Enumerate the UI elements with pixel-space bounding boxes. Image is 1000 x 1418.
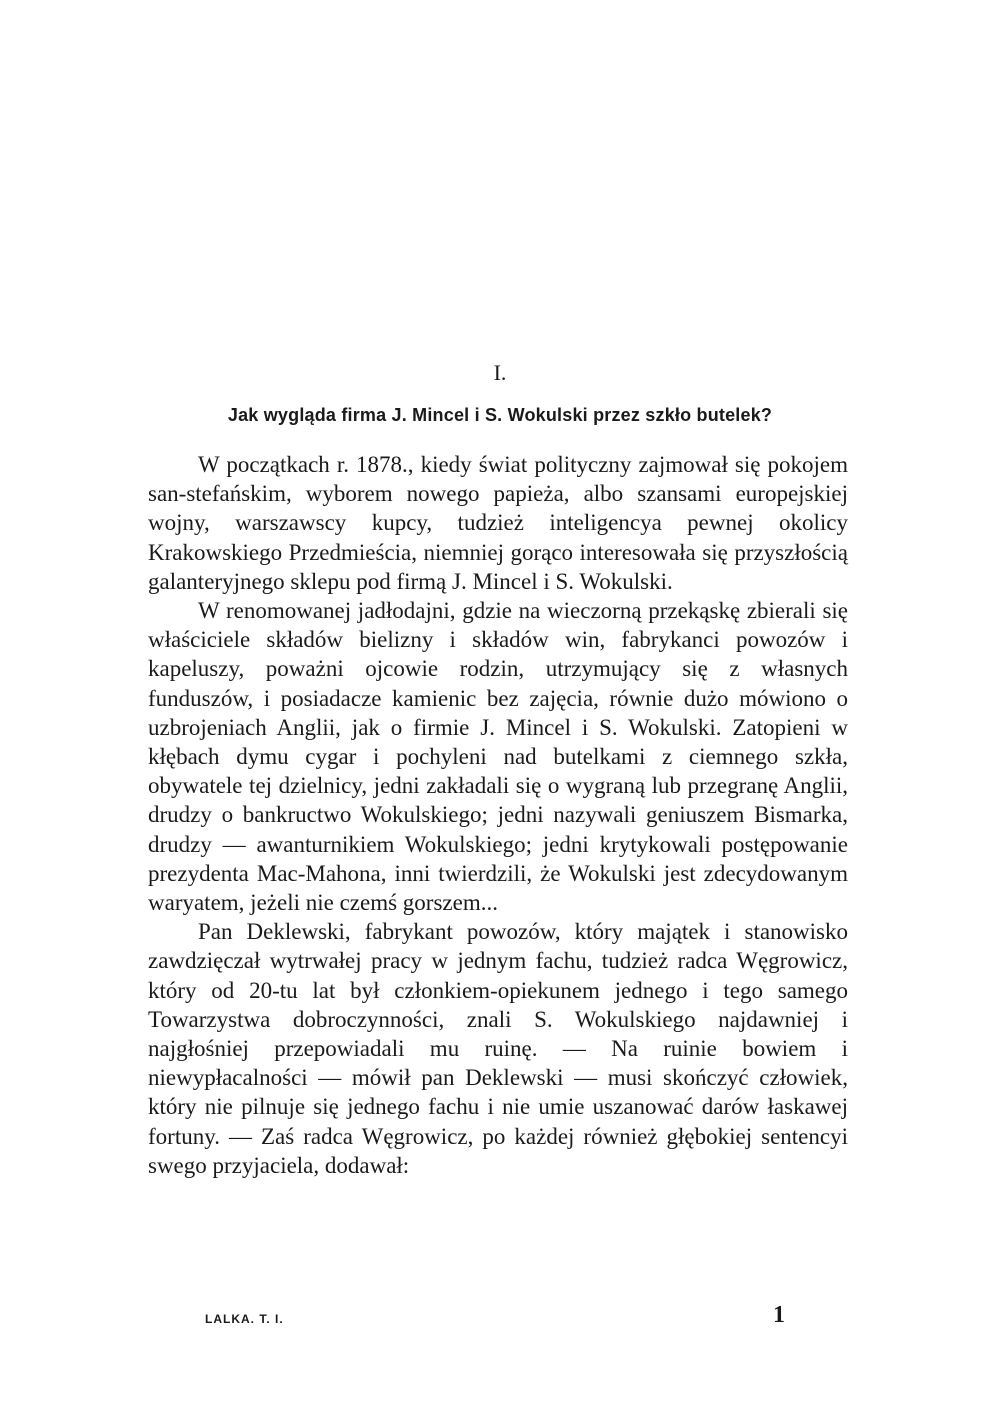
paragraph: Pan Deklewski, fabrykant powozów, który majątek i stanowisko zawdzięczał wytrwałej pracy w jednym fachu, tudzież radca Węgrowicz, który od 20-tu lat był członkiem-opiekunem jednego i tego samego Towarzystwa dobroczynności, znali S. Wokulskiego najdawniej i najgłośniej przepowiadali mu ruinę. — Na ruinie bowiem i niewypłacalności — mówił pan Deklewski — musi skończyć człowiek, który nie pilnuje się jednego fachu i nie umie uszanować darów łaskawej fortuny. — Zaś radca Węgrowicz, po każdej również głębokiej sentencyi swego przyjaciela, dodawał:	[148, 919, 848, 1178]
chapter-title: Jak wygląda firma J. Mincel i S. Wokulski przez szkło butelek?	[227, 405, 773, 425]
paragraph: W początkach r. 1878., kiedy świat polityczny zajmował się pokojem san-stefańskim, wyborem nowego papieża, albo szansami europejskiej wojny, warszawscy kupcy, tudzież inteligencya pewnej okolicy Krakowskiego Przedmieścia, niemniej gorąco interesowała się przyszłością galanteryjnego sklepu pod firmą J. Mincel i S. Wokulski.	[148, 452, 848, 594]
paragraph: W renomowanej jadłodajni, gdzie na wieczorną przekąskę zbierali się właściciele składów bielizny i składów win, fabrykanci powozów i kapeluszy, poważni ojcowie rodzin, utrzymujący się z własnych funduszów, i posiadacze kamienic bez zajęcia, równie dużo mówiono o uzbrojeniach Anglii, jak o firmie J. Mincel i S. Wokulski. Zatopieni w kłębach dymu cygar i pochyleni nad butelkami z ciemnego szkła, obywatele tej dzielnicy, jedni zakładali się o wygraną lub przegranę Anglii, drudzy o bankructwo Wokulskiego; jedni nazywali geniuszem Bismarka, drudzy — awanturnikiem Wokulskiego; jedni krytykowali postępowanie prezydenta Mac-Mahona, inni twierdzili, że Wokulski jest zdecydowanym waryatem, jeżeli nie czemś gorszem...	[148, 598, 848, 916]
body-text	[148, 450, 848, 1180]
chapter-number: I.	[493, 360, 507, 385]
page-footer	[205, 1302, 785, 1332]
printer-signature: LALKA. T. I.	[205, 1312, 284, 1326]
page-number: 1	[773, 1302, 785, 1328]
